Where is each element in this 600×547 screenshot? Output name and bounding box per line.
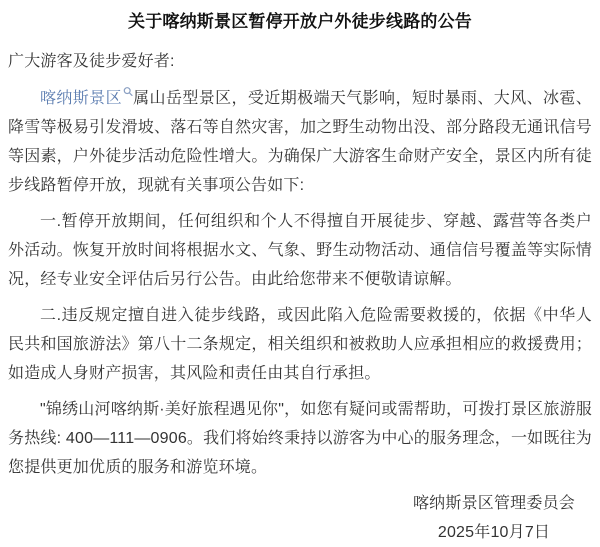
page-title: 关于喀纳斯景区暂停开放户外徒步线路的公告 bbox=[128, 12, 472, 31]
signature-date: 2025年10月7日 bbox=[437, 524, 551, 541]
search-icon bbox=[123, 86, 133, 97]
kanas-entity-link[interactable] bbox=[40, 90, 133, 107]
entity-link-text: 喀纳斯景区 bbox=[40, 90, 122, 107]
signature-block bbox=[413, 489, 575, 547]
signature-org: 喀纳斯景区管理委员会 bbox=[412, 495, 575, 512]
paragraph-item-2: 二.违反规定擅自进入徒步线路，或因此陷入危险需要救援的，依据《中华人民共和国旅游法》第八十二条规定，相关组织和被救助人应承担相应的救援费用；如造成人身财产损害，其风险和责任由其自行承担。 bbox=[8, 307, 592, 382]
paragraph-hotline: "锦绣山河喀纳斯·美好旅程遇见你"，如您有疑问或需帮助，可拨打景区旅游服务热线: 400—111—0906。我们将始终秉持以游客为中心的服务理念，一如既往为您提供更加优质的服务和游览环境。 bbox=[8, 401, 592, 476]
salutation: 广大游客及徒步爱好者: bbox=[8, 53, 175, 70]
paragraph-intro-text: 属山岳型景区，受近期极端天气影响，短时暴雨、大风、冰雹、降雪等极易引发滑坡、落石等自然灾害，加之野生动物出没、部分路段无通讯信号等因素，户外徒步活动危险性增大。为确保广大游客生命财产安全，景区内所有徒步线路暂停开放，现就有关事项公告如下: bbox=[8, 90, 592, 194]
paragraph-intro bbox=[8, 84, 592, 200]
paragraph-item-1: 一.暂停开放期间，任何组织和个人不得擅自开展徒步、穿越、露营等各类户外活动。恢复开放时间将根据水文、气象、野生动物活动、通信信号覆盖等实际情况，经专业安全评估后另行公告。由此给您带来不便敬请谅解。 bbox=[8, 213, 592, 288]
